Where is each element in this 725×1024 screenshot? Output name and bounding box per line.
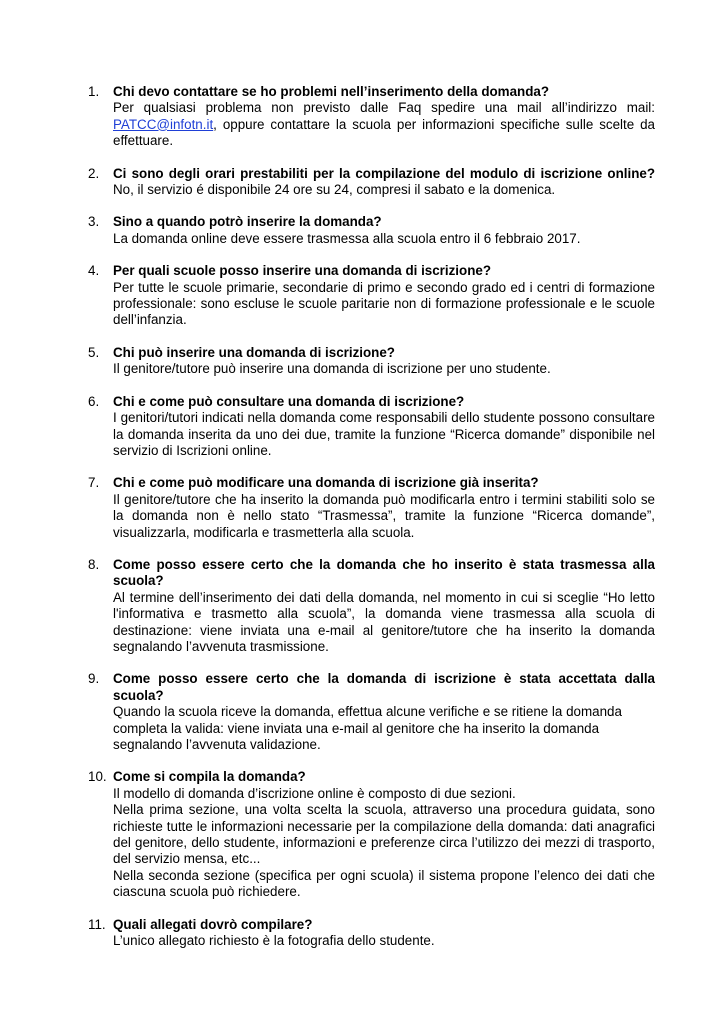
faq-item-6 (88, 394, 655, 460)
faq-item-8 (88, 557, 655, 655)
faq-answer: Il genitore/tutore che ha inserito la domanda può modificarla entro i termini stabiliti solo se la domanda non è nello stato “Trasmessa”, tramite la funzione “Ricerca domande”, visualizzarla, modificarla e trasmetterla alla scuola. (113, 491, 655, 540)
item-number: 3. (88, 214, 100, 230)
answer-text: Per qualsiasi problema non previsto dalle Faq spedire una mail all’indirizzo mail: (113, 100, 655, 116)
faq-question: Quali allegati dovrò compilare? (113, 916, 313, 932)
faq-question: Per quali scuole posso inserire una domanda di iscrizione? (113, 263, 492, 279)
faq-item-11 (88, 917, 655, 950)
faq-answer (113, 166, 655, 199)
faq-question: Chi devo contattare se ho problemi nell’inserimento della domanda? (113, 84, 550, 99)
answer-line: segnalando l’avvenuta validazione. (113, 737, 321, 752)
faq-question: Chi e come può consultare una domanda di iscrizione? (113, 393, 465, 409)
item-number: 10. (88, 769, 107, 785)
email-link[interactable]: PATCC@infotn.it (113, 116, 214, 132)
faq-question: Sino a quando potrò inserire la domanda? (113, 214, 382, 230)
answer-paragraph: Nella prima sezione, una volta scelta la scuola, attraverso una procedura guidata, sono richieste tutte le informazioni necessarie per la compilazione della domanda: dati anagrafici del genitore, dello studente, informazioni e preferenze circa l’utilizzo dei mezzi di trasporto, del servizio mensa, etc... (113, 802, 655, 867)
faq-answer: L’unico allegato richiesto è la fotografia dello studente. (113, 933, 435, 949)
item-number: 2. (88, 165, 100, 181)
faq-item-7 (88, 475, 655, 541)
faq-item-1 (88, 84, 655, 150)
faq-item-4 (88, 263, 655, 329)
item-number: 9. (88, 671, 100, 687)
faq-answer: I genitori/tutori indicati nella domanda come responsabili dello studente possono consultare la domanda inserita da uno dei due, tramite la funzione “Ricerca domande” disponibile nel servizio di Iscrizioni online. (113, 410, 655, 458)
faq-question: Chi e come può modificare una domanda di iscrizione già inserita? (113, 475, 539, 491)
answer-text: , oppure contattare la scuola per informazioni specifiche sulle scelte da effettuare. (113, 116, 655, 149)
item-number: 4. (88, 263, 100, 279)
answer-line: Quando la scuola riceve la domanda, effettua alcune verifiche e se ritiene la domanda (113, 704, 622, 720)
faq-answer: La domanda online deve essere trasmessa alla scuola entro il 6 febbraio 2017. (113, 230, 581, 246)
item-number: 7. (88, 475, 100, 491)
item-number: 8. (88, 556, 100, 572)
faq-answer (113, 100, 655, 149)
faq-answer (113, 704, 655, 753)
item-number: 11. (88, 916, 106, 932)
faq-item-9 (88, 671, 655, 753)
answer-line: completa la valida: viene inviata una e-mail al genitore che ha inserito la domanda (113, 720, 600, 736)
faq-question: Come si compila la domanda? (113, 769, 306, 785)
answer-paragraph: Il modello di domanda d’iscrizione online è composto di due sezioni. (113, 785, 516, 801)
faq-answer: Il genitore/tutore può inserire una domanda di iscrizione per uno studente. (113, 361, 551, 377)
faq-question: Come posso essere certo che la domanda che ho inserito è stata trasmessa alla scuola? (113, 556, 655, 589)
faq-answer: Al termine dell’inserimento dei dati della domanda, nel momento in cui si sceglie “Ho letto l'informativa e trasmetto alla scuola”, la domanda viene trasmessa alla scuola di destinazione: viene inviata una e-mail al genitore/tutore che ha inserito la domanda segnalando l’avvenuta trasmissione. (113, 589, 655, 654)
faq-question: Ci sono degli orari prestabiliti per la compilazione del modulo di iscrizione online? (113, 165, 655, 181)
answer-paragraph: Nella seconda sezione (specifica per ogni scuola) il sistema propone l’elenco dei dati che ciascuna scuola può richiedere. (113, 867, 655, 900)
faq-answer: Per tutte le scuole primarie, secondarie di primo e secondo grado ed i centri di formazione professionale: sono escluse le scuole paritarie non di formazione professionale e le scuole dell’infanzia. (113, 279, 655, 328)
faq-question: Come posso essere certo che la domanda di iscrizione è stata accettata dalla scuola? (113, 671, 655, 703)
faq-item-5 (88, 345, 655, 378)
item-number: 1. (88, 84, 100, 99)
item-number: 5. (88, 344, 100, 360)
faq-item-10 (88, 769, 655, 900)
answer-text: No, il servizio é disponibile 24 ore su 24, compresi il sabato e la domenica. (113, 182, 556, 198)
faq-item-3 (88, 214, 655, 247)
faq-item-2 (88, 166, 655, 199)
faq-question: Chi può inserire una domanda di iscrizione? (113, 344, 395, 360)
faq-answer (113, 786, 655, 901)
item-number: 6. (88, 393, 100, 409)
faq-list (88, 84, 655, 965)
